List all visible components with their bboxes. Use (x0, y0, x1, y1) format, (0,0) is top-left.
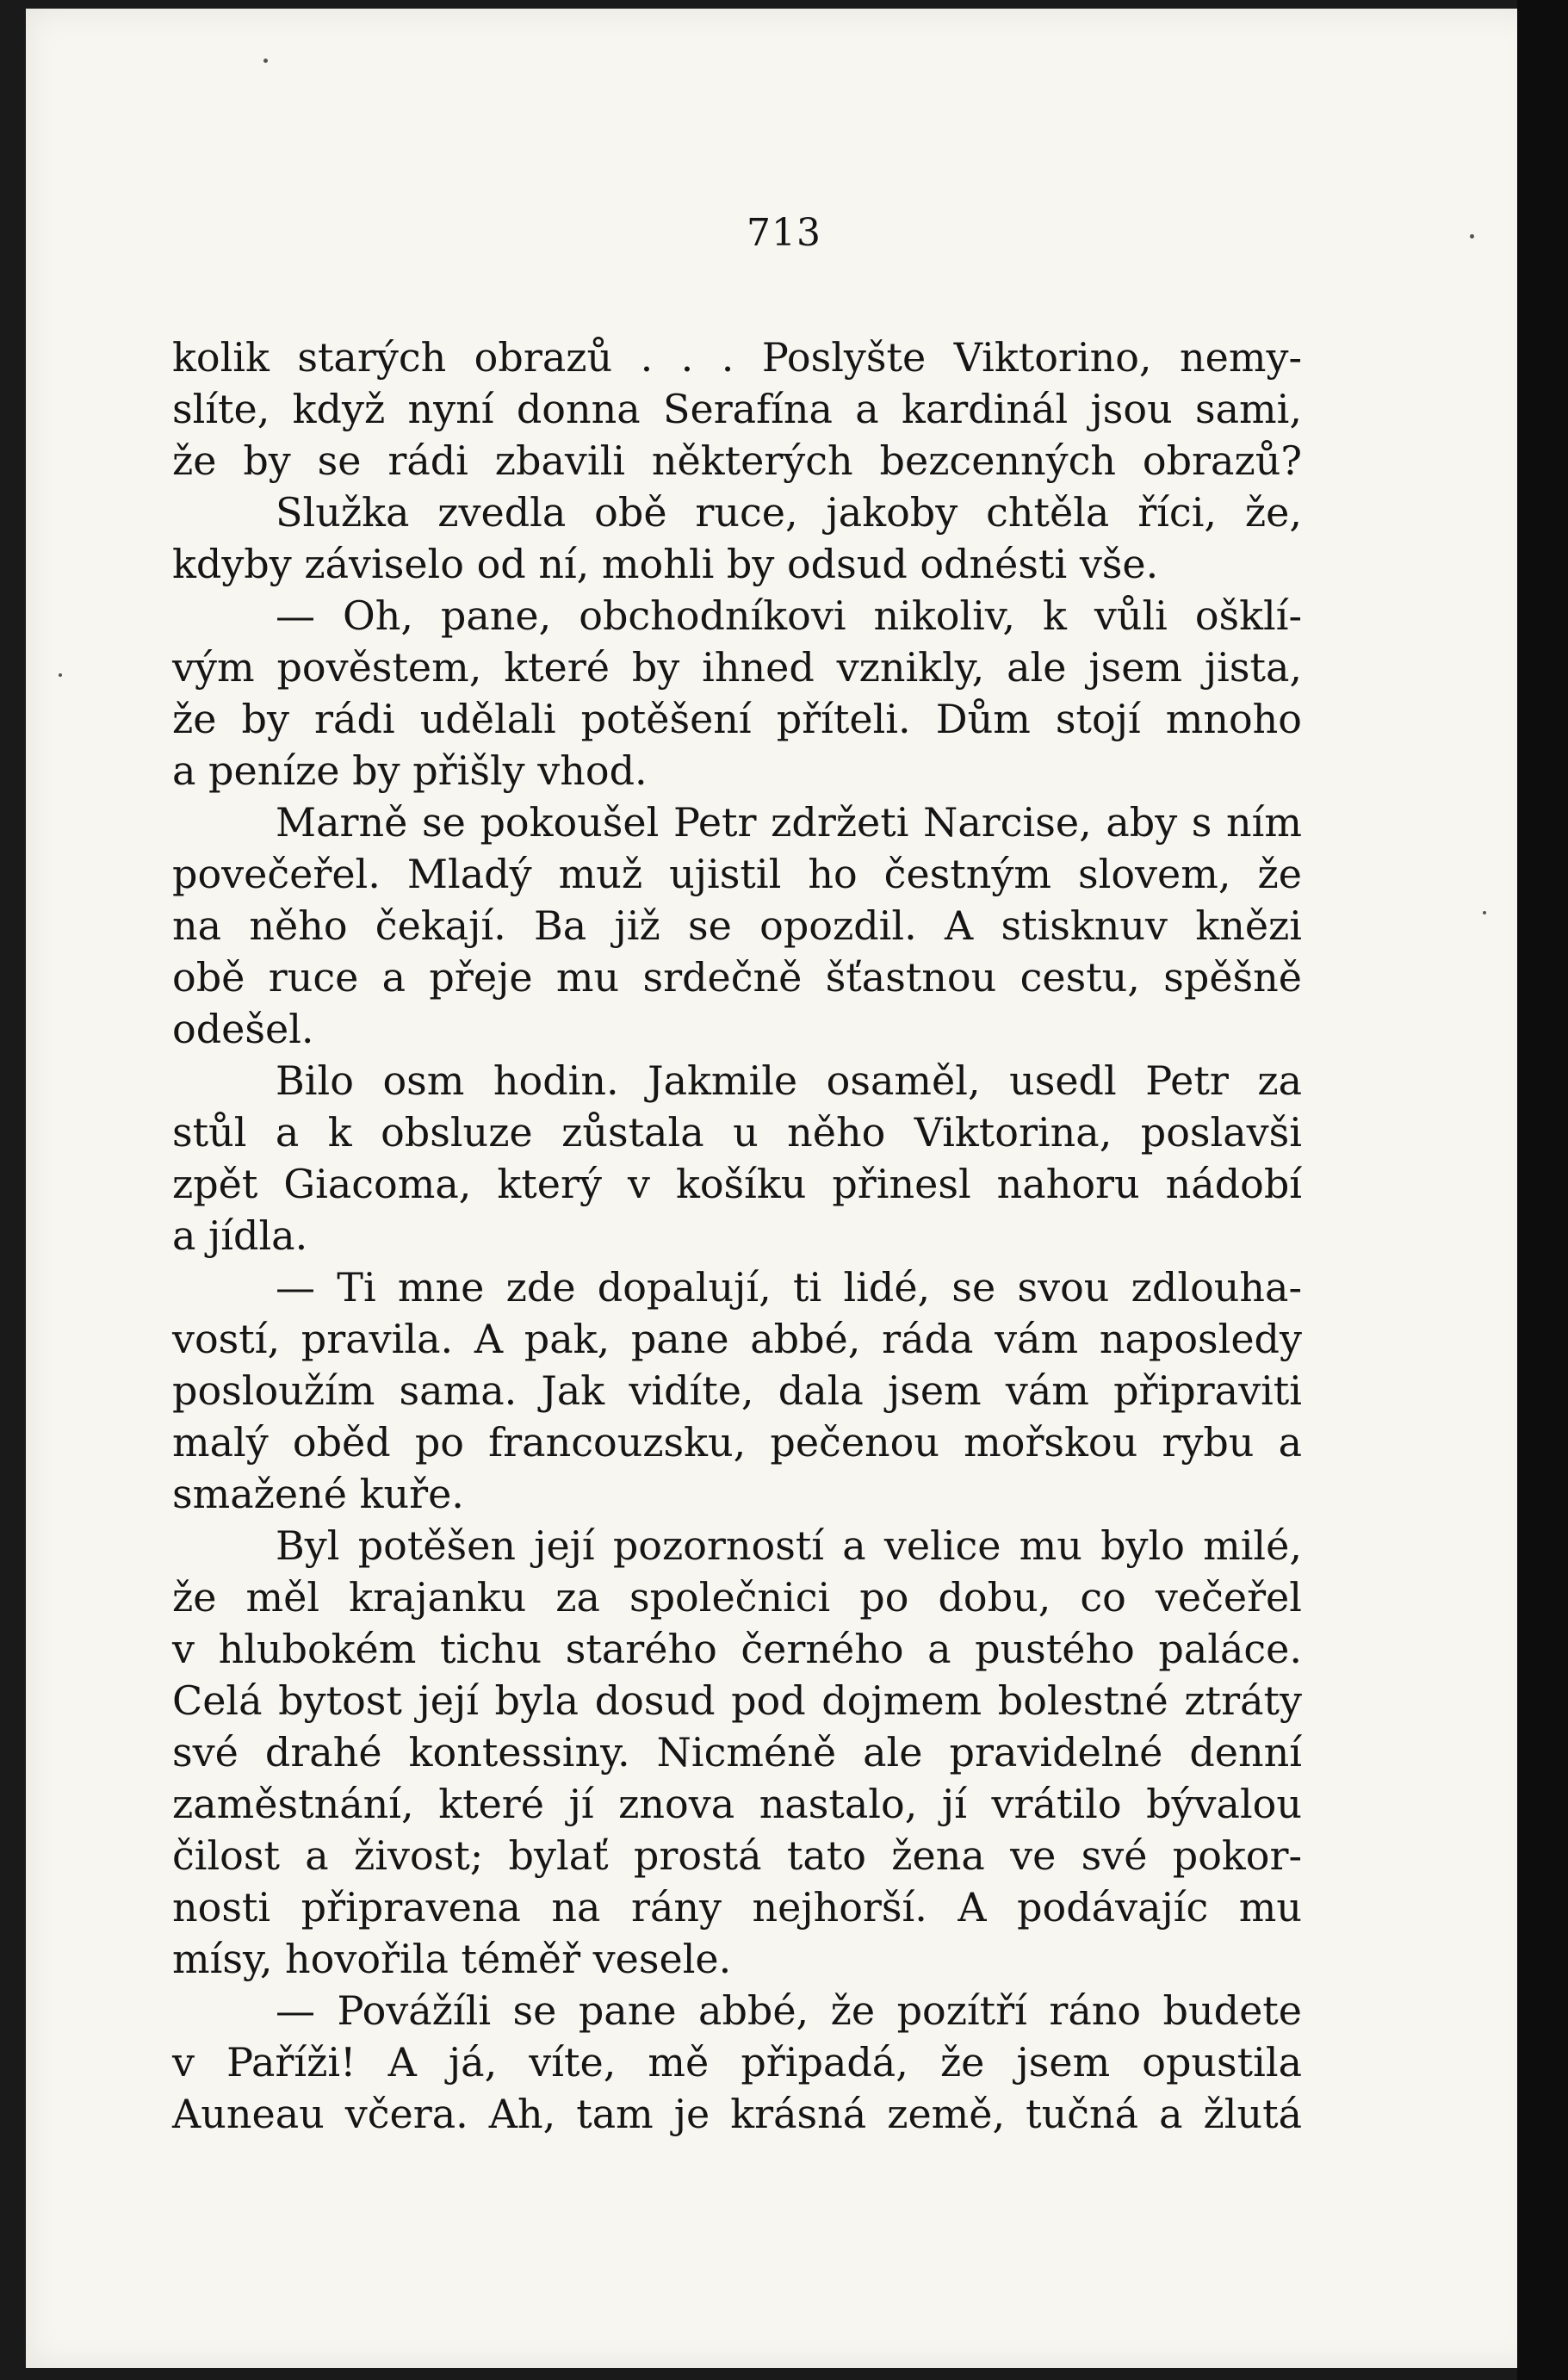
text-line: Marně se pokoušel Petr zdržeti Narcise, aby s ním (276, 799, 1302, 846)
dust-speck (1483, 911, 1486, 914)
dust-speck (263, 59, 268, 63)
text-line: — Ti mne zde dopalují, ti lidé, se svou zdlouha- (276, 1264, 1302, 1311)
text-line: smažené kuře. (172, 1471, 464, 1517)
text-line: kolik starých obrazů . . . Poslyšte Viktorino, nemy- (172, 334, 1302, 381)
text-line: své drahé kontessiny. Nicméně ale pravidelné denní (172, 1729, 1302, 1776)
page-number: 713 (747, 211, 821, 255)
text-line: posloužím sama. Jak vidíte, dala jsem vám připraviti (172, 1367, 1302, 1414)
text-line: malý oběd po francouzsku, pečenou mořskou rybu a (172, 1419, 1302, 1466)
text-line: a jídla. (172, 1212, 308, 1259)
text-line: že by se rádi zbavili některých bezcenných obrazů? (172, 437, 1302, 484)
text-line: vým pověstem, které by ihned vznikly, ale jsem jista, (172, 644, 1302, 691)
text-line: na něho čekají. Ba již se opozdil. A stisknuv knězi (172, 902, 1302, 949)
text-line: Celá bytost její byla dosud pod dojmem bolestné ztráty (172, 1677, 1302, 1724)
text-line: obě ruce a přeje mu srdečně šťastnou cestu, spěšně (172, 954, 1302, 1001)
text-line: Auneau včera. Ah, tam je krásná země, tučná a žlutá (172, 2091, 1302, 2137)
body-text (172, 332, 1302, 2140)
text-line: — Oh, pane, obchodníkovi nikoliv, k vůli ošklí- (276, 592, 1302, 639)
text-line: — Povážíli se pane abbé, že pozítří ráno budete (276, 1987, 1302, 2034)
text-line: kdyby záviselo od ní, mohli by odsud odnésti vše. (172, 541, 1159, 587)
text-line: Byl potěšen její pozorností a velice mu bylo milé, (276, 1522, 1302, 1569)
page-edge-shadow (1517, 0, 1568, 2380)
text-line: zaměstnání, které jí znova nastalo, jí vrátilo bývalou (172, 1781, 1302, 1827)
text-line: stůl a k obsluze zůstala u něho Viktorina, poslavši (172, 1109, 1302, 1156)
text-line: Bilo osm hodin. Jakmile osaměl, usedl Petr za (276, 1057, 1302, 1104)
text-line: nosti připravena na rány nejhorší. A podávajíc mu (172, 1884, 1302, 1931)
text-line: čilost a živost; bylať prostá tato žena ve své pokor- (172, 1832, 1302, 1879)
text-line: slíte, když nyní donna Serafína a kardinál jsou sami, (172, 386, 1302, 432)
text-line: povečeřel. Mladý muž ujistil ho čestným slovem, že (172, 851, 1302, 897)
text-line: odešel. (172, 1006, 314, 1052)
text-line: že měl krajanku za společnici po dobu, co večeřel (172, 1574, 1302, 1621)
text-line: v hlubokém tichu starého černého a pustého paláce. (172, 1626, 1302, 1672)
text-line: zpět Giacoma, který v košíku přinesl nahoru nádobí (172, 1161, 1302, 1207)
text-line: vostí, pravila. A pak, pane abbé, ráda vám naposledy (172, 1316, 1302, 1362)
dust-speck (59, 673, 62, 677)
text-line: mísy, hovořila téměř vesele. (172, 1936, 732, 1982)
text-line: v Paříži! A já, víte, mě připadá, že jsem opustila (172, 2039, 1302, 2086)
text-line: Služka zvedla obě ruce, jakoby chtěla říci, že, (276, 489, 1302, 536)
text-line: že by rádi udělali potěšení příteli. Dům stojí mnoho (172, 696, 1302, 742)
text-line: a peníze by přišly vhod. (172, 747, 648, 794)
